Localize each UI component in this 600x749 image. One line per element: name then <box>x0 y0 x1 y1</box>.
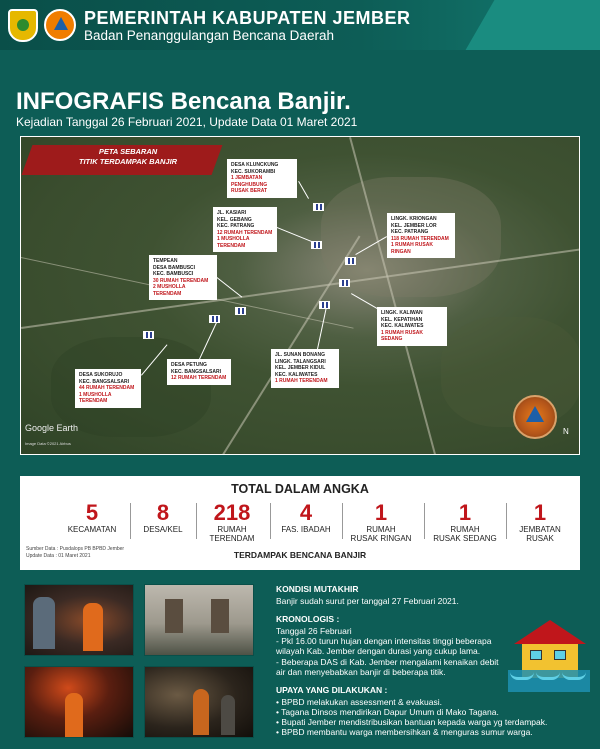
stat-divider <box>270 503 271 539</box>
header <box>0 0 600 50</box>
flood-point-marker[interactable] <box>313 203 324 211</box>
callout-line: DESA KLUNCKUNG <box>231 162 279 168</box>
callout-leader-line <box>216 277 242 297</box>
satellite-map <box>20 136 580 455</box>
callout-kaliwan <box>377 307 447 346</box>
kronologis-title: KRONOLOGIS : <box>276 614 340 624</box>
stat-label: JEMBATAN <box>519 525 561 534</box>
callout-line: LINGK. KALIWAN <box>381 310 423 316</box>
callout-impact: 2 MUSHOLLA TERENDAM <box>153 284 186 297</box>
bpbd-logo <box>44 9 76 41</box>
north-arrow: N <box>563 427 569 436</box>
stats-title: TOTAL DALAM ANGKA <box>231 482 369 496</box>
callout-line: KEC. KALIWATES <box>275 371 318 378</box>
flood-point-marker[interactable] <box>345 257 356 265</box>
map-field-area <box>441 317 580 427</box>
page-title: INFOGRAFIS Bencana Banjir. <box>16 88 351 115</box>
house-roof <box>514 620 586 644</box>
stat-rumah-terendam <box>202 501 262 543</box>
upaya-title: UPAYA YANG DILAKUKAN : <box>276 685 388 695</box>
callout-sukorujo <box>75 369 141 408</box>
photo-night-evacuation <box>144 666 254 738</box>
callout-line: KEL. GEBANG <box>217 216 252 223</box>
upaya-line: • Tagana Dinsos mendirikan Dapur Umum di Mako Tagana. <box>276 707 499 717</box>
callout-line: KEC. PATRANG <box>391 229 429 235</box>
rescuer-figure <box>83 603 103 651</box>
callout-impact: 1 RUMAH RUSAK RINGAN <box>391 242 433 255</box>
stat-value: 218 <box>213 500 251 525</box>
door-shape <box>165 599 183 633</box>
stat-fas-ibadah <box>276 501 336 534</box>
upaya-line: • BPBD membantu warga membersihkan & menguras sumur warga. <box>276 727 533 737</box>
flood-point-marker[interactable] <box>143 331 154 339</box>
page-subtitle: Kejadian Tanggal 26 Februari 2021, Update Data 01 Maret 2021 <box>16 115 358 129</box>
kondisi-title: KONDISI MUTAKHIR <box>276 584 359 594</box>
callout-line: DESA PETUNG <box>171 362 207 368</box>
callout-kasiari <box>213 207 277 252</box>
callout-kriongan <box>387 213 455 258</box>
callout-line: LINGK. KRIONGAN <box>391 216 437 222</box>
map-banner-text <box>53 147 203 167</box>
person-figure <box>221 695 235 735</box>
callout-line: KEC. SUKORAMBI <box>231 168 276 175</box>
callout-leader-line <box>277 227 314 243</box>
stat-desa <box>138 501 188 534</box>
callout-petung <box>167 359 231 385</box>
stat-divider <box>196 503 197 539</box>
callout-tempean <box>149 255 217 300</box>
header-title: PEMERINTAH KABUPATEN JEMBER <box>84 8 411 28</box>
callout-line: KEC. BANGSALSARI <box>79 378 130 385</box>
door-shape <box>211 599 229 633</box>
callout-impact: 1 MUSHOLLA TERENDAM <box>217 236 250 249</box>
callout-impact: RUSAK BERAT <box>231 188 268 194</box>
stat-value: 4 <box>299 500 313 525</box>
rescuer-figure <box>193 689 209 735</box>
bpbd-seal-icon <box>513 395 557 439</box>
callout-line: KEC. PATRANG <box>217 223 255 229</box>
callout-leader-line <box>199 321 218 359</box>
stat-value: 1 <box>374 500 388 525</box>
photo-night-rescue <box>24 666 134 738</box>
callout-leader-line <box>351 293 377 309</box>
stat-label: RUSAK SEDANG <box>433 534 497 543</box>
stat-divider <box>342 503 343 539</box>
flood-point-marker[interactable] <box>339 279 350 287</box>
stat-label: RUSAK RINGAN <box>350 534 412 543</box>
stat-divider <box>506 503 507 539</box>
stat-rusak-sedang <box>428 501 502 543</box>
callout-leader-line <box>298 181 309 199</box>
callout-impact: 1 RUMAH TERENDAM <box>275 378 328 384</box>
callout-klunckung <box>227 159 297 198</box>
flood-point-marker[interactable] <box>319 301 330 309</box>
map-road <box>221 236 360 455</box>
callout-impact: 118 RUMAH TERENDAM <box>391 235 449 242</box>
source-line: Sumber Data : Pusdalops PB BPBD Jember <box>26 546 125 552</box>
stat-label: RUMAH <box>450 525 480 534</box>
map-banner-line1: PETA SEBARAN <box>98 147 158 156</box>
stat-label: KECAMATAN <box>67 525 117 534</box>
callout-line: KEC. KALIWATES <box>381 323 424 329</box>
stat-label: RUMAH <box>217 525 247 534</box>
source-line: Update Data : 01 Maret 2021 <box>26 552 91 559</box>
stat-jembatan <box>508 501 572 543</box>
callout-impact: 12 RUMAH TERENDAM <box>217 229 273 236</box>
jember-regency-logo <box>8 9 38 42</box>
stat-value: 1 <box>458 500 472 525</box>
callout-impact: 44 RUMAH TERENDAM <box>79 385 135 391</box>
house-window <box>554 650 566 660</box>
stat-label: FAS. IBADAH <box>281 525 331 534</box>
callout-line: DESA BAMBUSCI <box>153 264 196 271</box>
image-data-credit: Image Data ©2021 Airbus <box>25 441 71 446</box>
callout-line: DESA SUKORUJO <box>79 372 123 378</box>
callout-line: TEMPEAN <box>153 258 178 264</box>
stats-panel <box>20 476 580 570</box>
callout-impact: 30 RUMAH TERENDAM <box>153 277 209 284</box>
house-window <box>530 650 542 660</box>
callout-line: LINGK. TALANGSARI <box>275 358 326 365</box>
stat-label: DESA/KEL <box>143 525 183 534</box>
callout-impact: 1 RUMAH RUSAK SEDANG <box>381 329 423 342</box>
photo-flooded-house <box>144 584 254 656</box>
callout-line: KEL. JEMBER LOR <box>391 222 437 229</box>
callout-impact: 1 JEMBATAN PENGHUBUNG <box>231 175 268 188</box>
stat-divider <box>424 503 425 539</box>
flooded-house-icon <box>508 620 590 692</box>
callout-impact: 12 RUMAH TERENDAM <box>171 375 227 381</box>
callout-line: KEL. JEMBER KIDUL <box>275 365 326 371</box>
stat-value: 1 <box>533 500 547 525</box>
callout-sunan-bonang <box>271 349 339 388</box>
stat-kecamatan <box>62 501 122 534</box>
stat-divider <box>130 503 131 539</box>
callout-line: JL. SUNAN BONANG <box>275 352 326 358</box>
stat-value: 8 <box>156 500 170 525</box>
stats-footer: TERDAMPAK BENCANA BANJIR <box>233 550 367 560</box>
header-subtitle: Badan Penanggulangan Bencana Daerah <box>84 28 334 43</box>
flood-point-marker[interactable] <box>311 241 322 249</box>
rescuer-figure <box>65 693 83 737</box>
stat-rusak-ringan <box>346 501 416 543</box>
kronologis-line: Tanggal 26 Februari <box>276 626 352 636</box>
kondisi-text: Banjir sudah surut per tanggal 27 Februari 2021. <box>276 596 459 606</box>
stat-label: RUSAK <box>526 534 554 543</box>
kronologis-line: - Beberapa DAS di Kab. Jember mengalami kenaikan debit <box>276 657 499 667</box>
stat-label: TERENDAM <box>209 534 255 543</box>
callout-leader-line <box>317 308 327 349</box>
upaya-line: • BPBD melakukan assessment & evakuasi. <box>276 697 442 707</box>
callout-impact: 1 MUSHOLLA TERENDAM <box>79 391 112 404</box>
upaya-line: • Bupati Jember mendistribusikan bantuan kepada warga yg terdampak. <box>276 717 548 727</box>
kronologis-line: air dan menyebabkan banjir di beberapa titik. <box>276 667 446 677</box>
kronologis-line: - Pkl 16.00 turun hujan dengan intensitas tinggi beberapa <box>276 636 492 646</box>
stat-value: 5 <box>85 500 99 525</box>
callout-line: JL. KASIARI <box>217 210 247 216</box>
stat-label: RUMAH <box>366 525 396 534</box>
kronologis-line: wilayah Kab. Jember dengan durasi yang cukup lama. <box>276 646 481 656</box>
google-earth-label: Google Earth <box>25 423 79 433</box>
photo-evacuation-1 <box>24 584 134 656</box>
flood-point-marker[interactable] <box>209 315 220 323</box>
callout-line: KEC. BANGSALSARI <box>171 368 222 375</box>
map-banner-line2: TITIK TERDAMPAK BANJIR <box>78 157 178 166</box>
callout-line: KEC. BAMBUSCI <box>153 271 194 277</box>
flood-point-marker[interactable] <box>235 307 246 315</box>
person-figure <box>33 597 55 649</box>
callout-line: KEL. KEPATIHAN <box>381 316 423 323</box>
